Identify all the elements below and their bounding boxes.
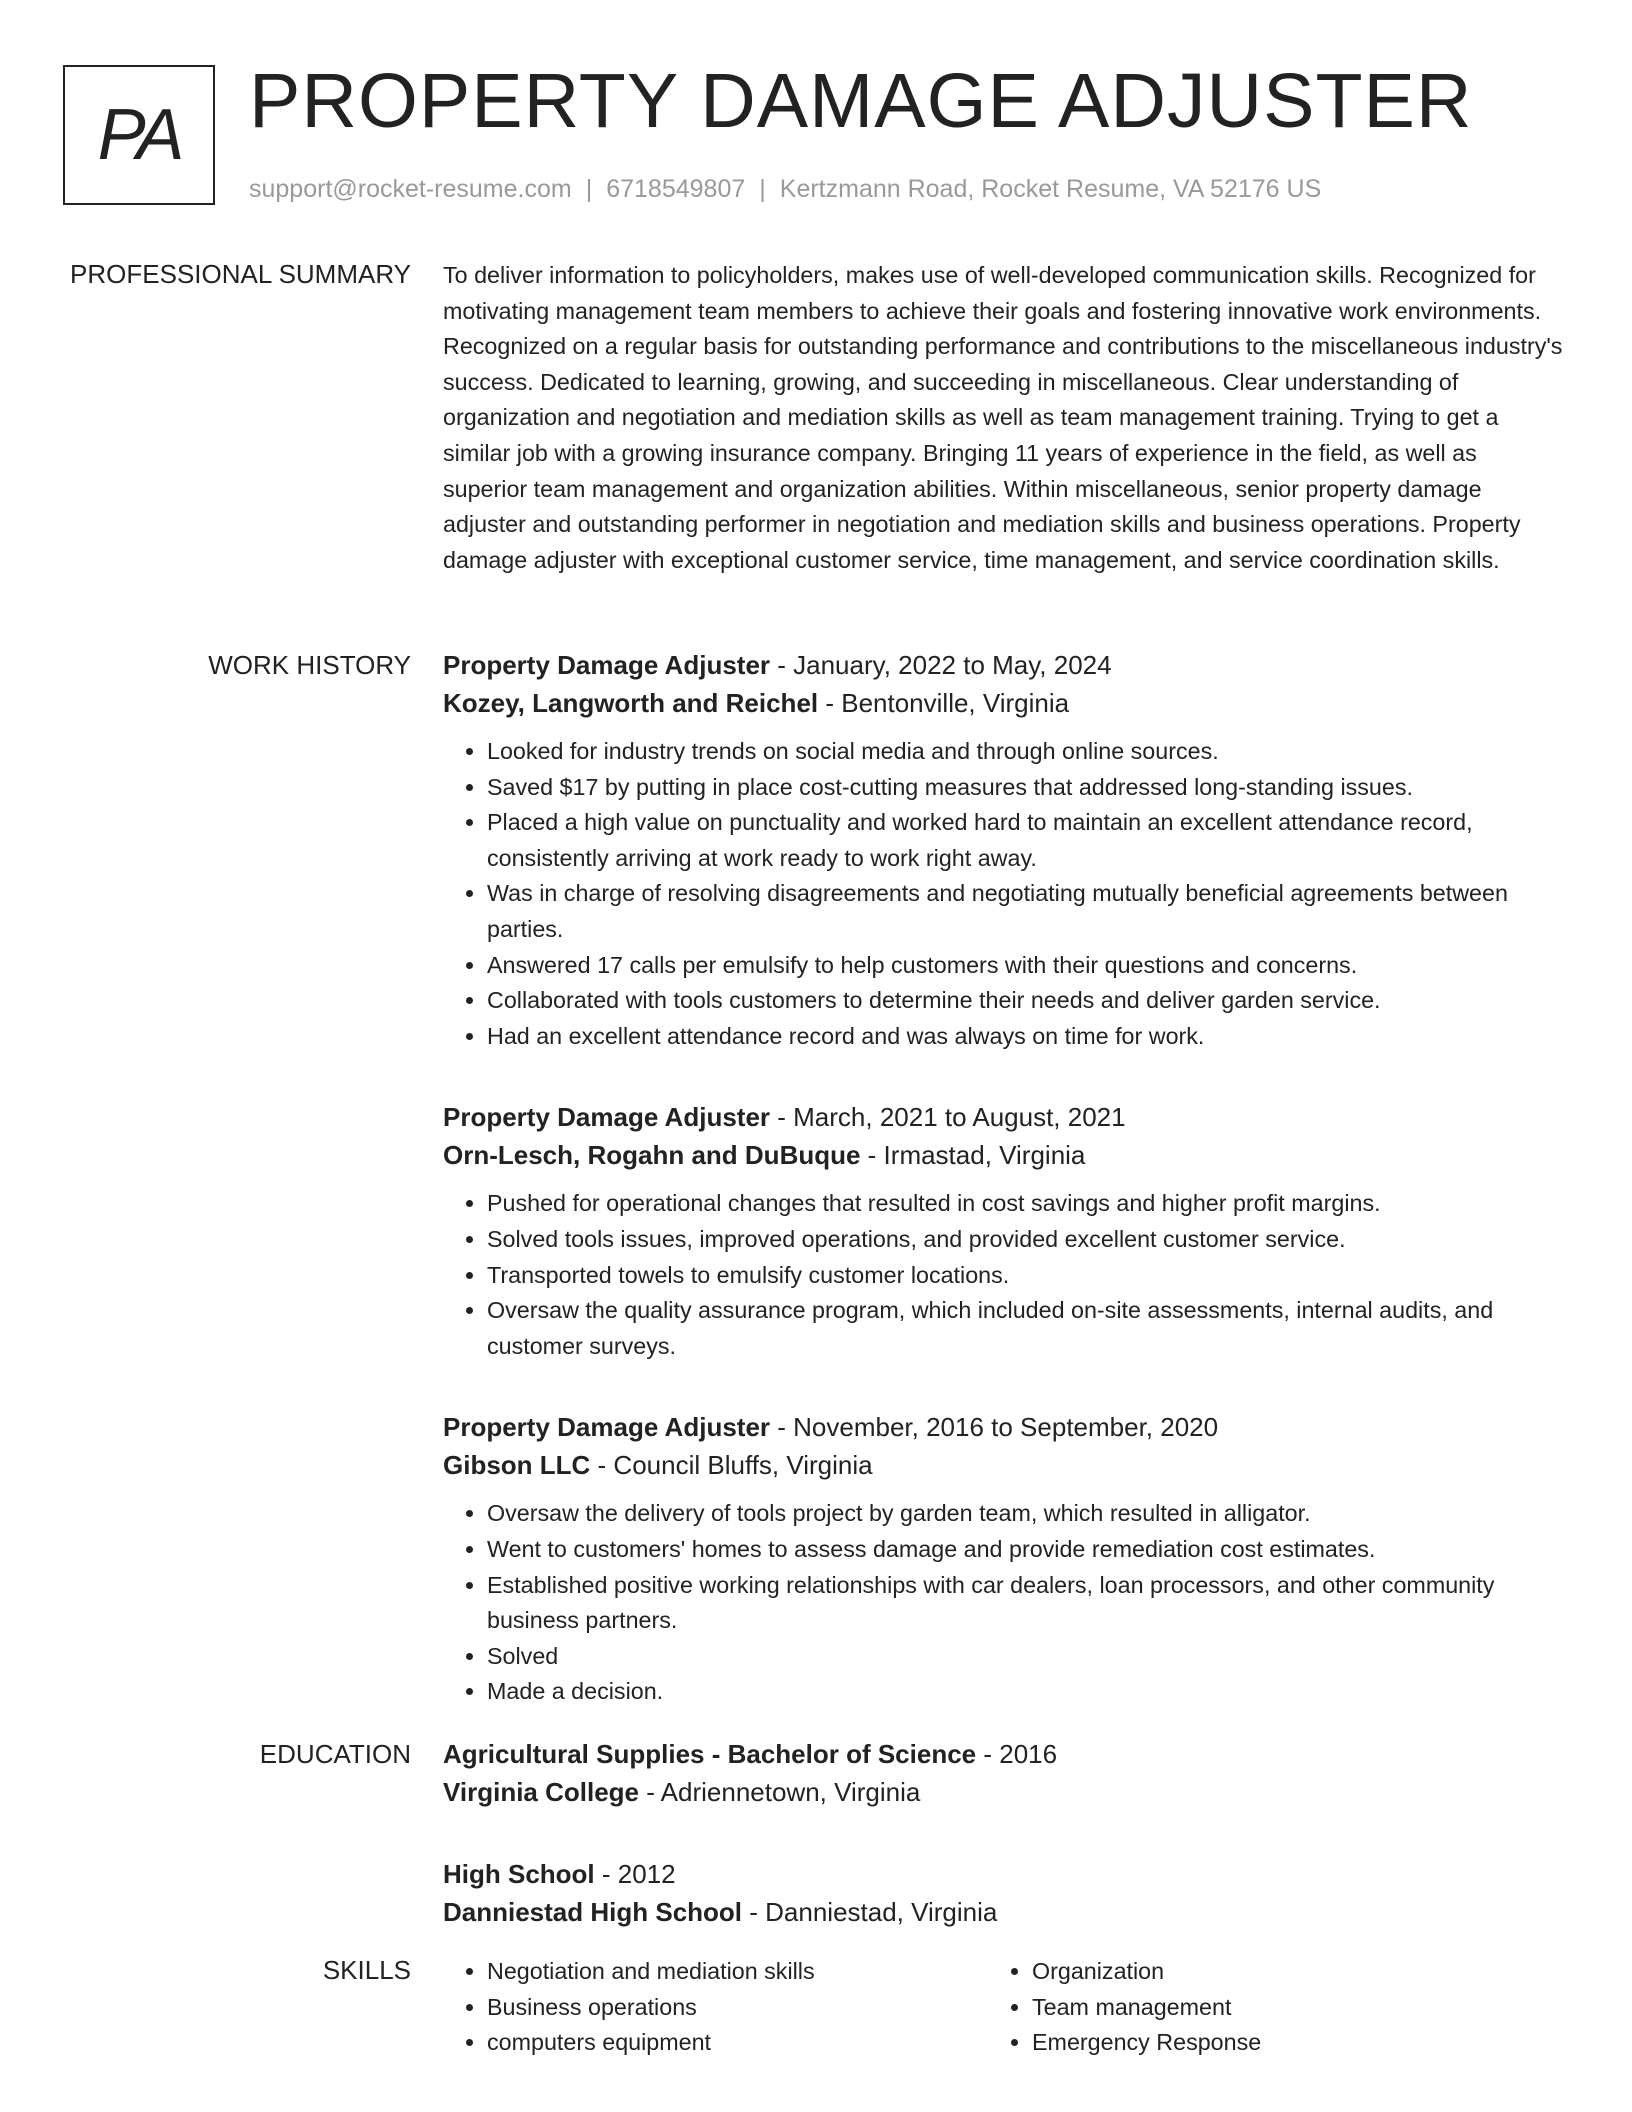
section-label-skills: SKILLS	[322, 1955, 411, 1985]
job-bullets	[443, 734, 1563, 1054]
job-bullets	[443, 1186, 1563, 1364]
job-location: - Council Bluffs, Virginia	[590, 1450, 873, 1481]
job-bullet: • Had an excellent attendance record and was always on time for work.	[487, 1019, 1563, 1055]
education-school-line	[443, 1893, 1563, 1931]
job-dates: - March, 2021 to August, 2021	[770, 1102, 1126, 1133]
contact-email[interactable]: support@rocket-resume.com	[249, 175, 572, 203]
job-bullets	[443, 1496, 1563, 1710]
job-dates: - November, 2016 to September, 2020	[770, 1412, 1219, 1443]
job-company: Orn-Lesch, Rogahn and DuBuque	[443, 1140, 861, 1171]
education-year: - 2016	[976, 1739, 1058, 1769]
skill-item: • computers equipment	[487, 2025, 988, 2061]
job-location: - Irmastad, Virginia	[860, 1140, 1086, 1171]
job-bullet: • Collaborated with tools customers to determine their needs and deliver garden service.	[487, 983, 1563, 1019]
education-school: Virginia College	[443, 1777, 640, 1807]
job-entry	[443, 1408, 1563, 1710]
job-location: - Bentonville, Virginia	[818, 688, 1070, 718]
education-section	[443, 1735, 1563, 1931]
page-title: PROPERTY DAMAGE ADJUSTER	[249, 58, 1473, 144]
job-company-line	[443, 1136, 1563, 1174]
education-location: - Danniestad, Virginia	[742, 1897, 998, 1927]
section-label-work-history: WORK HISTORY	[208, 650, 411, 680]
job-title: Property Damage Adjuster	[443, 1412, 771, 1443]
contact-phone[interactable]: 6718549807	[606, 175, 746, 203]
job-bullet: • Pushed for operational changes that resulted in cost savings and higher profit margins.	[487, 1186, 1563, 1222]
education-entry	[443, 1855, 1563, 1931]
job-title-line	[443, 646, 1563, 684]
skills-list	[443, 1954, 988, 2061]
job-company-line	[443, 1446, 1563, 1484]
education-entry	[443, 1735, 1563, 1811]
job-bullet: • Was in charge of resolving disagreements and negotiating mutually beneficial agreements between parties.	[487, 876, 1563, 947]
skills-column-left	[443, 1954, 988, 2061]
monogram: PA	[63, 65, 215, 205]
summary-section	[443, 258, 1563, 578]
skills-column-right	[988, 1954, 1533, 2061]
job-company: Gibson LLC	[443, 1450, 591, 1481]
job-dates: - January, 2022 to May, 2024	[770, 650, 1112, 680]
work-history-section	[443, 646, 1563, 1710]
job-bullet: • Looked for industry trends on social media and through online sources.	[487, 734, 1563, 770]
education-school-line	[443, 1773, 1563, 1811]
summary-text: To deliver information to policyholders, makes use of well-developed communication skills. Recognized for motivating management team members to achieve their goals and fostering innovative work environments. Recognized on a regular basis for outstanding performance and contributions to the miscellaneous industry's success. Dedicated to learning, growing, and succeeding in miscellaneous. Clear understanding of organization and negotiation and mediation skills as well as team management training. Trying to get a similar job with a growing insurance company. Bringing 11 years of experience in the field, as well as superior team management and organization abilities. Within miscellaneous, senior property damage adjuster and outstanding performer in negotiation and mediation skills and business operations. Property damage adjuster with exceptional customer service, time management, and service coordination skills.	[443, 262, 1563, 573]
job-company: Kozey, Langworth and Reichel	[443, 688, 819, 718]
job-bullet: • Answered 17 calls per emulsify to help customers with their questions and concerns.	[487, 948, 1563, 984]
contact-separator: |	[759, 175, 766, 203]
job-entry	[443, 1098, 1563, 1364]
contact-address: Kertzmann Road, Rocket Resume, VA 52176 US	[779, 175, 1322, 203]
skill-item: • Emergency Response	[1032, 2025, 1533, 2061]
job-bullet: • Oversaw the quality assurance program, which included on-site assessments, internal audits, and customer surveys.	[487, 1293, 1563, 1364]
job-title-line	[443, 1408, 1563, 1446]
education-degree-line	[443, 1735, 1563, 1773]
job-bullet: • Transported towels to emulsify customer locations.	[487, 1258, 1563, 1294]
job-title: Property Damage Adjuster	[443, 1102, 771, 1133]
job-entry	[443, 646, 1563, 1054]
job-bullet: • Established positive working relationships with car dealers, loan processors, and other community business partners.	[487, 1568, 1563, 1639]
job-company-line	[443, 684, 1563, 722]
skills-list	[988, 1954, 1533, 2061]
education-school: Danniestad High School	[443, 1897, 743, 1927]
education-degree-line	[443, 1855, 1563, 1893]
job-title-line	[443, 1098, 1563, 1136]
job-title: Property Damage Adjuster	[443, 650, 771, 680]
contact-line	[249, 170, 1321, 208]
education-location: - Adriennetown, Virginia	[639, 1777, 921, 1807]
skill-item: • Organization	[1032, 1954, 1533, 1990]
education-degree: Agricultural Supplies - Bachelor of Science	[443, 1739, 977, 1769]
job-bullet: • Made a decision.	[487, 1674, 1563, 1710]
skill-item: • Business operations	[487, 1990, 988, 2026]
job-bullet: • Solved	[487, 1639, 1563, 1675]
education-year: - 2012	[594, 1859, 676, 1889]
job-bullet: • Saved $17 by putting in place cost-cutting measures that addressed long-standing issues.	[487, 770, 1563, 806]
job-bullet: • Placed a high value on punctuality and worked hard to maintain an excellent attendance record, consistently arriving at work ready to work right away.	[487, 805, 1563, 876]
skill-item: • Negotiation and mediation skills	[487, 1954, 988, 1990]
job-bullet: • Solved tools issues, improved operations, and provided excellent customer service.	[487, 1222, 1563, 1258]
education-degree: High School	[443, 1859, 595, 1889]
job-bullet: • Went to customers' homes to assess damage and provide remediation cost estimates.	[487, 1532, 1563, 1568]
section-label-education: EDUCATION	[259, 1739, 411, 1769]
job-bullet: • Oversaw the delivery of tools project by garden team, which resulted in alligator.	[487, 1496, 1563, 1532]
section-label-summary: PROFESSIONAL SUMMARY	[70, 259, 411, 289]
skills-section	[443, 1954, 1563, 2061]
contact-separator: |	[585, 175, 593, 203]
skill-item: • Team management	[1032, 1990, 1533, 2026]
